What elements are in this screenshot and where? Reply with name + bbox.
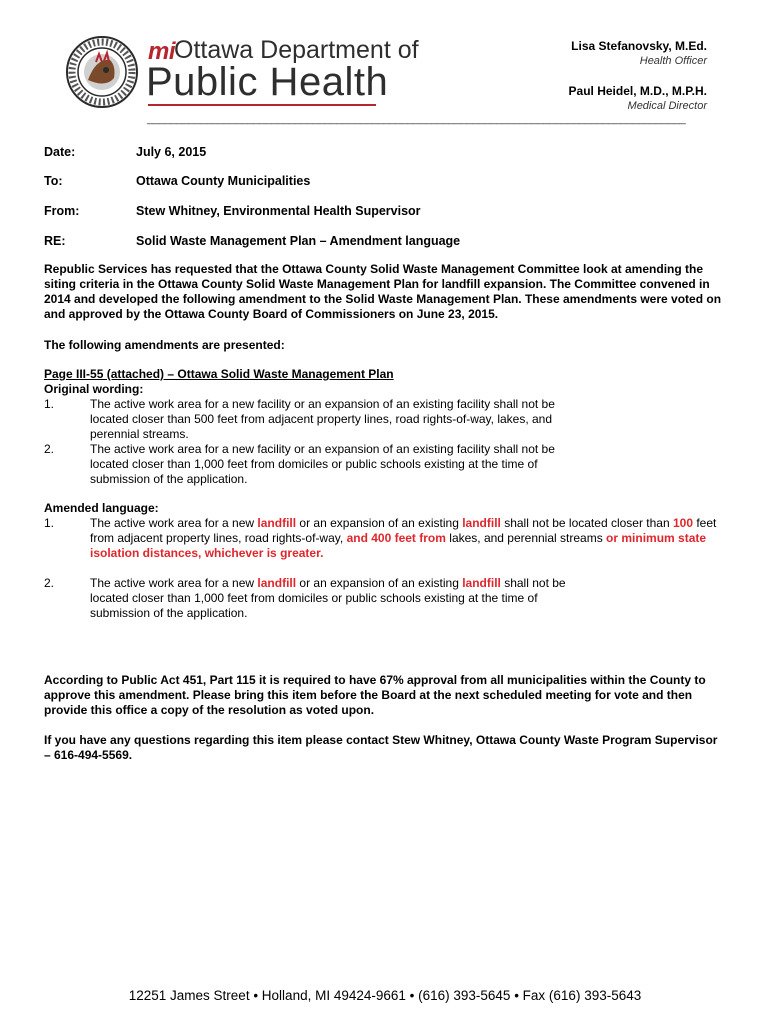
- text-segment: shall not be located closer than 1,000 feet from domiciles or public schools existing at the time of submission of the application.: [90, 576, 566, 620]
- item-number: 2.: [44, 576, 55, 590]
- item-text: The active work area for a new facility or an expansion of an existing facility shall not be located closer than 500 feet from adjacent property lines, road rights-of-way, lakes, and perennial streams.: [90, 397, 555, 441]
- amended-item: [44, 516, 724, 561]
- highlight-text: landfill: [462, 516, 501, 530]
- text-segment: feet from adjacent property lines, road rights-of-way,: [90, 516, 717, 545]
- officer-medical: [569, 84, 707, 112]
- item-number: 1.: [44, 516, 55, 530]
- item-number: 1.: [44, 397, 55, 411]
- text-segment: or an expansion of an existing: [296, 516, 463, 530]
- officer-health: [571, 39, 707, 67]
- highlight-text: and 400 feet from: [346, 531, 446, 545]
- intro-paragraph: Republic Services has requested that the Ottawa County Solid Waste Management Committee look at amending the siting criteria in the Ottawa County Solid Waste Management Plan for landfill expansion. The Committee convened in 2014 and developed the following amendment to the Solid Waste Management Plan. These amendments were voted on and approved by the Ottawa County Board of Commissioners on June 23, 2015.: [44, 262, 722, 321]
- text-segment: shall not be located closer than: [500, 516, 673, 530]
- text-segment: lakes, and perennial streams: [445, 531, 607, 545]
- text-segment: The active work area for a new: [90, 516, 258, 530]
- highlight-text: landfill: [462, 576, 501, 590]
- act-paragraph: According to Public Act 451, Part 115 it is required to have 67% approval from all municipalities within the County to approve this amendment. Please bring this item before the Board at the next scheduled meeting for vote and then provide this office a copy of the resolution as voted upon.: [44, 673, 706, 717]
- amended-heading: Amended language:: [44, 501, 159, 515]
- officer-name: Lisa Stefanovsky, M.Ed.: [571, 39, 707, 53]
- memo-label: To:: [44, 174, 63, 188]
- brand-public-health: Public Health: [146, 60, 389, 104]
- page-reference: Page III-55 (attached) – Ottawa Solid Waste Management Plan: [44, 367, 394, 381]
- original-heading: Original wording:: [44, 382, 144, 396]
- brand-mi-prefix: mi: [148, 38, 176, 65]
- original-item: [44, 442, 724, 487]
- original-section: [44, 367, 724, 487]
- brand-underline: [148, 104, 376, 106]
- highlight-text: landfill: [257, 516, 297, 530]
- county-seal-logo: [66, 36, 138, 108]
- memo-value: Solid Waste Management Plan – Amendment language: [136, 234, 461, 248]
- officer-title: Health Officer: [639, 55, 707, 67]
- brand-department: Ottawa Department of: [174, 36, 419, 64]
- memo-label: Date:: [44, 145, 76, 159]
- memo-value: Stew Whitney, Environmental Health Supervisor: [136, 204, 421, 218]
- contact-paragraph: If you have any questions regarding this item please contact Stew Whitney, Ottawa County Waste Program Supervisor – 616-494-5569.: [44, 733, 718, 762]
- presented-line: The following amendments are presented:: [44, 338, 285, 352]
- amended-item: [44, 576, 724, 621]
- amended-section: [44, 501, 724, 621]
- memo-value: Ottawa County Municipalities: [136, 174, 311, 188]
- memo-label: RE:: [44, 234, 66, 248]
- highlight-text: 100: [672, 516, 694, 530]
- text-segment: or an expansion of an existing: [296, 576, 463, 590]
- item-text: The active work area for a new facility or an expansion of an existing facility shall not be located closer than 1,000 feet from domiciles or public schools existing at the time of submission of the application.: [90, 442, 555, 486]
- highlight-text: landfill: [257, 576, 297, 590]
- officer-title: Medical Director: [627, 100, 707, 112]
- footer-address: 12251 James Street • Holland, MI 49424-9661 • (616) 393-5645 • Fax (616) 393-5643: [128, 988, 642, 1003]
- original-item: [44, 397, 724, 442]
- item-number: 2.: [44, 442, 55, 456]
- officer-name: Paul Heidel, M.D., M.P.H.: [568, 84, 707, 98]
- memo-label: From:: [44, 204, 80, 218]
- header-separator: ___________________________________________________________________________________________: [147, 113, 686, 125]
- text-segment: The active work area for a new: [90, 576, 258, 590]
- highlight-text: or minimum state isolation distances, whichever is greater.: [90, 531, 707, 560]
- memo-value: July 6, 2015: [136, 145, 207, 159]
